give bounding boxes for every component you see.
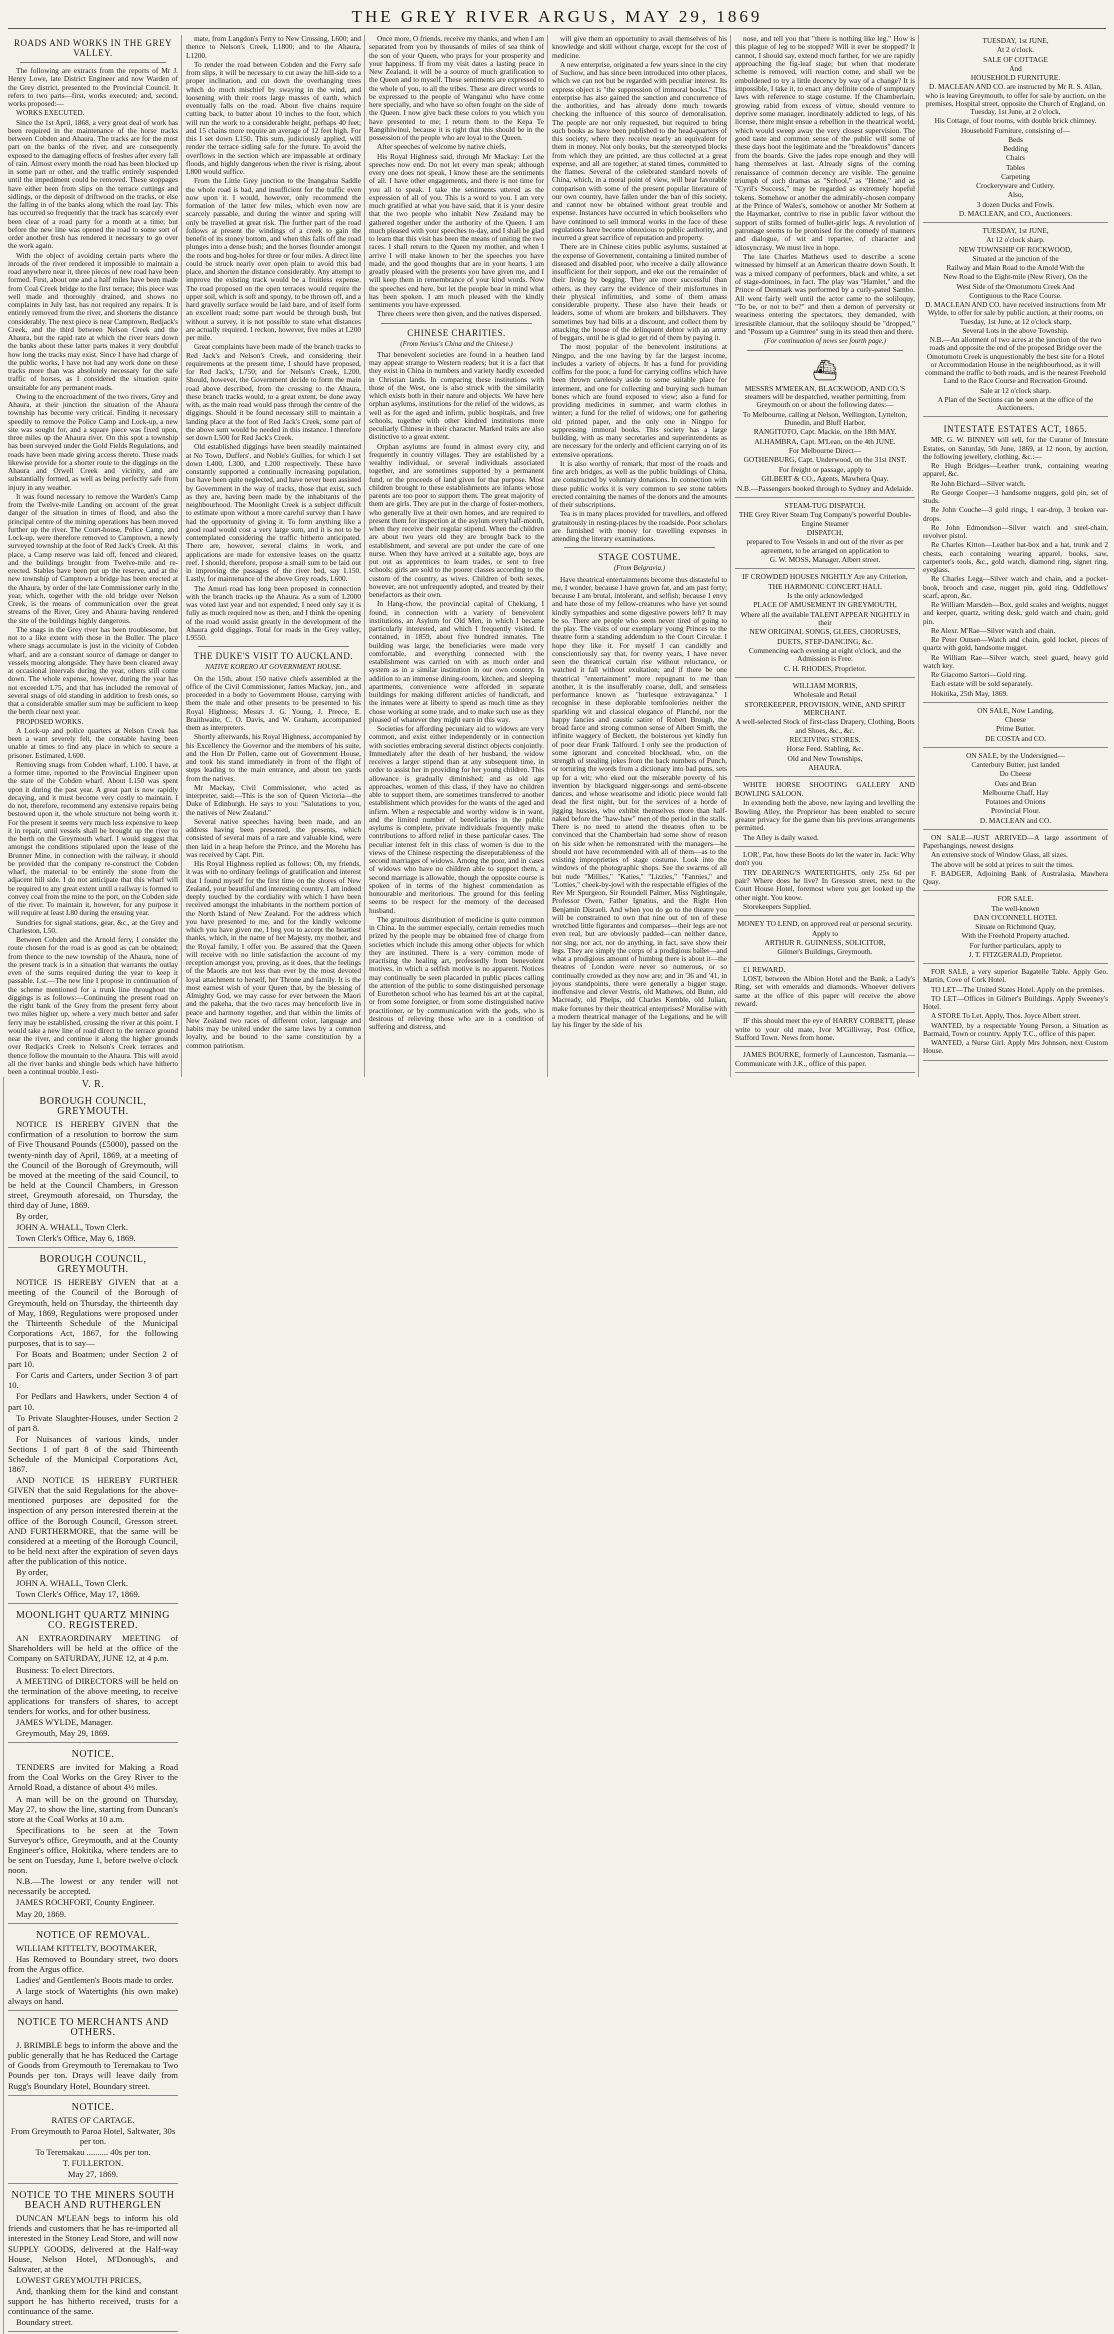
- ad-money: [735, 918, 915, 961]
- column-2: [186, 35, 361, 1077]
- ad-moonlight-body: [8, 1633, 178, 1738]
- article-title-stage: STAGE COSTUME.: [598, 552, 681, 563]
- paragraph: RATES OF CARTAGE.: [51, 2114, 135, 2125]
- article-body-roads-cont: [186, 35, 361, 642]
- paragraph: NOTICE IS HEREBY GIVEN that the confirmation of a resolution to borrow the sum of Five Thousand Pounds (£5000), passed on the twenty-ninth day of April, 1869, at a meeting of the Council of the Borough of Greymouth, will be moved at the meeting of the said Council, to be held at the Council Chambers, in Gresson street, Greymouth aforesaid, on Thursday, the third day of June, 1869.: [8, 1119, 178, 1210]
- paragraph: Storekeepers Supplied.: [743, 901, 812, 911]
- paragraph: ALHAMBRA, Capt. M'Lean, on the 4th JUNE.: [754, 436, 896, 446]
- divider: [747, 350, 903, 351]
- divider: [381, 323, 532, 324]
- paragraph: For Melbourne Direct—: [788, 446, 862, 456]
- article-body-stage-cont: [735, 35, 915, 336]
- steamship-icon: ⛴: [812, 359, 838, 382]
- divider: [20, 62, 166, 63]
- paragraph: The above will be sold at prices to suit the times.: [931, 859, 1074, 869]
- paragraph: Mr Mackay, Civil Commissioner, who acted as interpreter, said:—This is the son of Queen Victoria—the Duke of Edinburgh. He says to you: "Salutations to you, the natives of New Zealand.": [186, 782, 361, 817]
- paragraph: Tables: [1006, 162, 1025, 172]
- paragraph: prepared to Tow Vessels in and out of the river as per agreement, to be arranged on application to: [746, 537, 904, 555]
- paragraph: Canterbury Butter, just landed: [971, 760, 1060, 769]
- paragraph: MONEY TO LEND, on approved real or personal security.: [737, 919, 913, 929]
- paragraph: Also,: [1007, 190, 1024, 200]
- paragraph: WHITE HORSE SHOOTING GALLERY AND BOWLING SALOON.: [735, 780, 915, 798]
- paragraph: FOR SALE, a very superior Bagatelle Table. Apply Geo. Martin, Cove of Cork Hotel.: [923, 967, 1108, 985]
- article-body-duke: [186, 675, 361, 1050]
- ad-tender-notice-title: NOTICE.: [71, 1749, 115, 1761]
- paragraph: WILLIAM MORRIS,: [792, 681, 858, 691]
- article-body-roads: [8, 67, 178, 1076]
- paragraph: Re John Couche—3 gold rings, 1 ear-drop, 3 broken ear-drops.: [923, 505, 1108, 523]
- ad-borough-1-body: [8, 1119, 178, 1243]
- paragraph: D. MACLEAN, and CO., Auctioneers.: [958, 208, 1073, 218]
- ad-moonlight-title: MOONLIGHT QUARTZ MINING CO. REGISTERED.: [15, 1610, 171, 1632]
- ad-concert-hall-body: [735, 573, 915, 673]
- column-6: [923, 35, 1108, 1077]
- paragraph: By order,: [16, 1211, 49, 1222]
- paragraph: Horse Feed. Stabling, &c.: [786, 744, 864, 754]
- paragraph: Have theatrical entertainments become thus distasteful to me, I wonder, because I have grown fat, and am past forty; because I am brutal, intolerant, and selfish; because I envy and hate those of my fellow-creatures who have yet sound kindly sympathies and some digestive powers left? It may be so. There are people who seem never tired of going to the play. The visits of our exemplary young Princes to the theatre form a standing addendum to the Court Circular. I hope they like it. For myself I can candidly and conscientiously say that, for twenty years, I have never seen the theatrical curtain rise without reluctance, or watched it fall without exultation; and if there be one theatrical "entertainment" more repugnant to me than another, it is the insufferably coarse, dull, and senseless performance known as "burlesque extravaganza." I recognise in these deplorable tomfooleries neither the sparkling wit and classical elegance of Planché, nor the happy fancies and caustic satire of Robert Brough, the broad farce and strong common sense of Albert Smith, the infinite waggery of Beckett, the boisterous yet kindly fun of poor dear Frank Talfourd. I only see the production of some ignorant and conceited blockhead, who, on the strength of stealing jokes from the back numbers of Punch, or torturing the words from a dictionary into bad puns, sets up for a wit; who eked out the miserable poverty of his invention by blackguard nigger-songs and semi-obscene dances, and whose wearisome and idiotic piece would fall dead the first night, but for the services of a horde of jigging hussies, who exhibit themselves more than half-naked before the "haw-haw" men of the period in the stalls. There is no need to attend the theatres often to be convinced that the Chamberlain had some show of reason on his side when he remonstrated with the managers—he should not have recommended with all of them—as to the existing improprieties of stage costume. Look into the windows of the photographic shops. See the swarms of all but nude "Millies," "Katies," "Lizzies," "Fannies," and "Lotties," cheek-by-jowl with the respectable effigies of the Rev Mr Spurgeon, Sir Roundell Palmer, Miss Nightingale, Professor Owen, Father Ignatius, and the Right Hon Benjamin Disraeli. And when you do go to the theatre you will be constrained to own that nine out of ten of these wretched little figurantes and comparses—their legs are not even real, but are obviously padded—can neither dance, nor sing, nor act, nor do anything, in fact, save show their legs. They are simply the corps of a prodigious ballet—and what a prodigious amount of humbug there is about it—the theatres of London were never so numerous, or so continually crowded as they now are; and in '36 and '41, in joyous standpoints, there were generally a bigger stage, inoffensive and clever Vestris, old Mathews, old Bunn, old Macready, old Phelps, old Charles Kemble, old Julian, make fortunes by their theatrical enterprises? Moralise with a modern theatrical manager of the Legations, and he will lay his finger by the side of his: [552, 574, 727, 1029]
- paragraph: The following are extracts from the reports of Mr J. Henry Lowe, late District Engineer and now Warden of the Grey district, presented to the Provincial Council. It refers to two parts—first, works executed; and, second, works proposed:—: [8, 66, 178, 108]
- paragraph: His Cottage, of four rooms, with double brick chimney.: [934, 116, 1097, 126]
- paragraph: Hokitika, 25th May, 1869.: [931, 688, 1008, 698]
- ad-boots: [735, 849, 915, 916]
- paragraph: Old established diggings have been steadily maintained at No Town, Duffers', and Noble's Gullies, for which I set down L400, L300, and L200 respectively. These have constantly supported a continually increasing population, but have been quite neglected, and have never been assisted by Government in the way of tracks, those that exist, such as they are, having been made by the inhabitants of the neighbourhood. The Moonlight Creek is a subject difficult to estimate upon without a more careful survey than I have had the opportunity of giving it. To form anything like a good road would cost a very large sum, and it is not to be contemplated considering the traffic hitherto anticipated. There are, however, several claims in work, and applications are made for extensive leases on the quartz reef. I should, therefore, propose a small sum to be laid out in improving the passages of the river bed, say L150. Lastly, for maintenance of the above Grey roads, L600.: [186, 442, 361, 584]
- paragraph: To render the road between Cobden and the Ferry safe from slips, it will be necessary to cut away the hill-side to a proper inclination, and cut down the overhanging trees which do much mischief by swaying in the wind, and loosening with their roots large masses of earth, which eventually falls on the road. About five chains require cutting back, to batter about 10 inches to the foot, which will run the work to a considerable height, perhaps 40 feet; and 15 chains more require an average of 12 feet high. For this I set down L150. This sum, judiciously applied, will render the terrace sidling safe for the future. To avoid the overflows in the section which are impassable at ordinary floods, and highly dangerous when the river is rising, about L800 would suffice.: [186, 59, 361, 176]
- ad-onsale-1: [923, 705, 1108, 748]
- paragraph: Railway and Main Road to the Arnold With the: [946, 263, 1085, 272]
- article-subtitle-stage: (From Belgravia.): [613, 564, 666, 573]
- paragraph: JOHN A. WHALL, Town Clerk.: [16, 1222, 128, 1233]
- paragraph: Specifications to be seen at the Town Surveyor's office, Greymouth, and at the County Engineer's office, Hokitika, where tenders are to be sent on Tuesday, June 1, before twelve o'clock noon.: [8, 1824, 178, 1876]
- paragraph: GILBERT & CO., Agents, Mawhera Quay.: [761, 474, 889, 484]
- paragraph: WANTED, a Nurse Girl. Apply Mrs Johnson, next Custom House.: [923, 1038, 1108, 1056]
- paragraph: MR. G. W. BINNEY will sell, for the Curator of Intestate Estates, on Saturday, 5th June, 1869, at 12 noon, by auction, the following jewellery, clothing, &c.:—: [923, 435, 1108, 461]
- paragraph: The snags in the Grey river has been troublesome, but not to a like extent with those in the Buller. The place where snags accumulate is just in the vicinity of Cobden wharf, and are a constant source of damage or danger to vessels mooring alongside. They have been cleared away at occasional intervals during the year, others still come down. The whole expense, however, during the year has not exceeded L75, and that has included the removal of several snags of old standing in addition to fresh ones, so that a considerable smaller sum may be sufficient to keep the berth clear next year.: [8, 624, 178, 717]
- paragraph: A Lock-up and police quarters at Nelson Creek has been a want severely felt, the constable having been unable at times to find any place in which to secure a prisoner. Estimated, L600.: [8, 725, 178, 760]
- ad-smalls-body: [923, 968, 1108, 1056]
- paragraph: In extending both the above, new laying and levelling the Bowling Alley, the Proprietor has been enabled to secure greater privacy for the game than his previous arrangements permitted.: [735, 798, 915, 833]
- article-title-duke: THE DUKE'S VISIT TO AUCKLAND.: [193, 651, 354, 662]
- paragraph: At 2 o'clock.: [996, 45, 1035, 55]
- ad-harry: [735, 1015, 915, 1047]
- paragraph: Wholesale and Retail: [793, 690, 857, 700]
- paragraph: There are in Chinese cities public asylums, sustained at the expense of Government, containing a limited number of diseased and disabled poor, who receive a daily allowance insufficient for their support, and eke out the remainder of their living by begging. They are more successful than others, as they carry the evidence of their misfortunes in their physical infirmities, and some of them amass considerable property. These also have their heads or leaders, some of whom are brokers and billshavers. They sometimes buy bad bills at a discount, and collect them by attacking the house of the delinquent debtor with an army of beggars, until he is glad to get rid of them by paying it.: [552, 242, 727, 342]
- column-4: [552, 35, 727, 1077]
- paragraph: For Carts and Carters, under Section 3 of part 10.: [8, 1370, 178, 1391]
- ad-reward: [735, 964, 915, 1014]
- ad-money-body: [735, 920, 915, 956]
- paragraph: Tea is in many places provided for travellers, and offered gratuitously in resting-places by the roadside. Poor scholars are furnished with money for travelling expenses in attending the literary examinations.: [552, 509, 727, 543]
- paragraph: Re Hugh Bridges—Leather trunk, containing wearing apparel, &c.: [923, 461, 1108, 479]
- paragraph: G. W. MOSS, Manager, Albert street.: [769, 554, 881, 564]
- paragraph: IF CROWDED HOUSES NIGHTLY Are any Criterion,: [742, 572, 908, 582]
- ad-intestate: [923, 419, 1108, 703]
- paragraph: JOHN A. WHALL, Town Clerk.: [16, 1578, 128, 1589]
- paragraph: DUNCAN M'LEAN begs to inform his old friends and customers that he has re-imported all interested in the Stoney Lead Store, and will now SUPPLY GOODS, delivered at the Half-way House, Nelson Hotel, M'Donough's, and Saltwater, at the: [8, 2213, 178, 2274]
- paragraph: Re Alexr. M'Rae—Silver watch and chain.: [931, 625, 1056, 635]
- article-body-duke-cont: [369, 35, 544, 319]
- paragraph: Re George Cooper—3 handsome nuggets, gold pin, set of studs.: [923, 487, 1108, 505]
- paragraph: C. H. RHODES, Proprietor.: [783, 663, 867, 673]
- paragraph: After speeches of welcome by native chiefs,: [377, 142, 507, 152]
- paragraph: Between Cobden and the Arnold ferry, I consider the route chosen for the road is as good as can be obtained; from thence to the new township of the Ahaura, none of the present track is in a situation that warrants the outlay even of the sums required during the year to keep it passable. Lst.—The new line I propose in continuation of the scheme mentioned for a trunk line throughout the diggings is as follows:—Continuing the present road on the right bank of the Grey from the present ferry about two miles higher up, where a very much better and safer ferry may be established, crossing the river at this point. I would take a new line of road direct to the terrace ground near the river, and continue it along the higher grounds over Redjack's Creek to Nelson's Creek terraces and thence follow the mountain to the Ahaura. This will avoid all the river banks and shingle beds which have hitherto been a continual trouble. I esti-: [8, 935, 178, 1076]
- paragraph: ON SALE, Now Landing,: [977, 705, 1054, 715]
- column-1: [8, 35, 178, 1077]
- paragraph: Re John Bichard—Silver watch.: [931, 478, 1026, 488]
- paragraph: It was found necessary to remove the Warden's Camp from the Twelve-mile Landing on account of the great danger of the situation in times of flood, and also the principal centre of the mining operations has been moved further up the river. The Court-house, Police Camp, and Lock-up, were therefore removed to Camptown, a newly surveyed township at the foot of Red Jack's Creek. At this place, a Camp reserve was laid off, fenced and cleared, and the buildings brought from Twelve-mile and re-erected. Stables have been put up the reserve, and at the new township of Camptown a bridge has been erected at the Ahaura, by order of the late Commissioner early in the year, which, together with the old bridge over Nelson Creek, is the means of communication over the great streams of the River, Grey and Ahaura having rendered the site of the buildings highly dangerous.: [8, 491, 179, 625]
- ad-shooting-gallery: [735, 779, 915, 846]
- paragraph: Business: To elect Directors.: [16, 1664, 115, 1675]
- ad-onsale-2: [923, 750, 1108, 830]
- paragraph: And: [1009, 63, 1022, 73]
- paragraph: N.B.—Passengers booked through to Sydney and Adelaide.: [736, 483, 914, 493]
- paragraph: THE Grey River Steam Tug Company's powerful Double-Engine Steamer: [738, 510, 912, 528]
- paragraph: For Pedlars and Hawkers, under Section 4 of part 10.: [8, 1391, 178, 1412]
- paragraph: May 27, 1869.: [67, 2169, 119, 2180]
- paragraph: LOWEST GREYMOUTH PRICES,: [16, 2274, 142, 2285]
- paragraph: NEW TOWNSHIP OF ROCKWOOD,: [958, 244, 1073, 254]
- paragraph: May 20, 1869.: [16, 1908, 67, 1919]
- paragraph: D. MACLEAN AND CO. are instructed by Mr R. S. Allan, who is leaving Greymouth, to offer for sale by auction, on the premises, Hospital street, opposite the Church of England, on Tuesday, 1st June, at 2 o'clock,: [925, 82, 1106, 116]
- newspaper-page: [8, 6, 1108, 2328]
- paragraph: Re John Edmondson—Silver watch and steel-chain, revolver pistol.: [923, 522, 1108, 540]
- paragraph: T. FULLERTON.: [62, 2158, 124, 2169]
- paragraph: With the Freehold Property attached.: [961, 931, 1070, 941]
- paragraph: DISPATCH,: [806, 527, 844, 537]
- ad-james: [735, 1049, 915, 1073]
- paragraph: His Royal Highness said, through Mr Mackay: Let the speeches now end. Do not let every man speak; although every one does not speak, I know these are the sentiments of all. I have other engagements, and there is not time for you all to speak. I take the sentiments uttered as the expression of all of you. This is a word to you. I am very much gratified at what you have said, that it is your desire that the two people who inhabit New Zealand may be gathered together under the authority of the Queen. I am much pleased with your speeches to-day, and I shall be glad to learn that this visit has been the means of uniting the two races. I shall return to the Queen my mother, and when I arrive I will make known to her the speeches you have made, and the good thoughts that are in your hearts. I am greatly pleased with the presents you have given me, and I will keep them in remembrance of your kind words. Now the speeches end here, but let the people bear in mind what has been spoken. I am much pleased with the kindly sentiments you have expressed.: [369, 151, 544, 309]
- paragraph: RECEIVING STORES.: [789, 735, 861, 745]
- paragraph: N.B.—The lowest or any tender will not necessarily be accepted.: [8, 1876, 178, 1897]
- ad-cartage: [8, 2098, 178, 2185]
- paragraph: A MEETING of DIRECTORS will be held on the termination of the above meeting, to receive applications for transfers of shares, to accept tenders for works, and for other business.: [8, 1675, 178, 1716]
- article-title-roads: ROADS AND WORKS IN THE GREY VALLEY.: [14, 38, 172, 58]
- paragraph: SALE OF COTTAGE: [983, 54, 1048, 64]
- paragraph: An extensive stock of Window Glass, all sizes.: [931, 850, 1068, 860]
- paragraph: TENDERS are invited for Making a Road from the Coal Works on the Grey River to the Arnold Road, a distance of about 4½ miles.: [8, 1762, 178, 1793]
- paragraph: TO LET—The United States Hotel. Apply on the premises.: [931, 984, 1105, 994]
- paragraph: THE HARMONIC CONCERT HALL: [768, 581, 882, 591]
- paragraph: mate, from Langdon's Ferry to New Crossing, L600; and thence to Nelson's Creek, L1800; and to the Ahaura, L1200.: [186, 34, 361, 60]
- paragraph: A new enterprise, originated a few years since in the city of Suchow, and has since been introduced into other places, which we can not but be regarded with peculiar interest. Its express object is "the suppression of immoral books." This enterprise has also gained the sanction and concurrence of the authorities, and has already done much towards checking the influence of this source of demoralisation. The people are not only requested, but required to bring such books as have been published to the head-quarters of this society, where they receive nearly an equivalent for them in money. Not only books, but the stereotyped blocks from which they are printed, are thus collected at a great expense, and all are together, at stated times, committed to the flames. Several of the celebrated standard novels of China, which, in a moral point of view, will bear favorable comparison with some of the present popular literature of our own country, have fallen under the ban of this society, and cannot now be obtained without great trouble and expense. Instances have occurred in which booksellers who have continued to sell immoral works in the face of these regulations have become obnoxious to public authority, and incurred a great sacrifice of reputation and property.: [552, 59, 727, 242]
- paragraph: MESSRS M'MEEKAN, BLACKWOOD, AND CO.'S steamers will be despatched, weather permitting, from Greymouth on or about the following dates:—: [744, 383, 906, 410]
- paragraph: Removing snags from Cobden wharf, L100. I have, at a former time, reported to the Provincial Engineer upon the state of the Cobden wharf. About L150 was spent upon it during the past year. A great part is now rapidly decaying, and it must become very costly to maintain. I do not, therefore, recommend any extensive repairs being bestowed upon it, the whole structure not being worth it. For the present it seems very much less expensive to keep it in repair, until vessels shall be brought up the river to the berth on the Greymouth wharf. I would suggest that amongst the conditions stipulated upon the lease of the Brunner Mine, in connection with the railway, it should be provided that the company re-construct the Cobden wharf, the material to be entirely the stone from the adjacent hill side. I do not anticipate that this wharf will be required to any great extent until a railway is formed to convey coal from the mine to the port, on the Cobden side of the river. To maintain it, however, for any purpose it will require at least L80 during the ensuing year.: [8, 759, 178, 918]
- ad-removal: [8, 1926, 178, 2012]
- paragraph: Re Peter Outsen—Watch and chain, gold locket, pieces of quartz with gold, handsome nugget.: [923, 635, 1108, 653]
- paragraph: DE COSTA and CO.: [985, 733, 1046, 743]
- paragraph: Re Charles Legg—Silver watch and chain, and a pocket-book, brooch and case, nugget pin, gold ring, Oddfellows' scarf, apron, &c.: [923, 574, 1108, 600]
- ad-onsale-3-body: [923, 834, 1108, 887]
- paragraph: £1 REWARD.: [743, 964, 786, 974]
- paragraph: Re William Marsden—Box, gold scales and weights, nugget and keeper, quartz, writing desk, gold watch and chain, gold pin.: [923, 600, 1108, 626]
- paragraph: From Greymouth to Paroa Hotel, Saltwater, 30s per ton.: [10, 2125, 176, 2146]
- paragraph: Owing to the encroachment of the two rivers, Grey and Ahaura, at their junction the situation of the Ahaura township has become very critical. Finding it necessary speedily to remove the Police Camp and Lock-up, a new site was sought for, and a square piece was fixed upon, three miles up the Ahaura river. On this spot a township has been surveyed under the Gold Fields Regulations, and roads have been made giving access thereto. These roads likewise provide for a shorter route to the diggings on the Ahaura and Orwell Creek and vicinity, and are substantially formed, as well as being perfectly safe from injury in any weather.: [8, 391, 178, 492]
- paragraph: Melbourne Chaff, Hay: [982, 787, 1049, 797]
- paragraph: F. BADGER, Adjoining Bank of Australasia, Mawhera Quay.: [923, 868, 1108, 886]
- ad-intestate-body: [923, 436, 1108, 698]
- paragraph: And, thanking them for the kind and constant support he has hitherto received, trusts for a continuance of the same.: [8, 2285, 178, 2317]
- paragraph: New Road to the Eight-mile (New River), On the: [943, 272, 1088, 282]
- paragraph: Commencing each evening at eight o'clock, and the Admission is Free.: [748, 646, 902, 664]
- paragraph: TO LET—Offices in Gilmer's Buildings. Apply Sweeney's Hotel.: [923, 993, 1108, 1011]
- paragraph: JAMES ROCHFORT, County Engineer.: [16, 1897, 155, 1908]
- ad-borough-2-title: BOROUGH COUNCIL, GREYMOUTH.: [39, 1254, 147, 1276]
- paragraph: NEW ORIGINAL SONGS, GLEES, CHORUSES,: [749, 627, 901, 637]
- ad-borough-2-body: [8, 1277, 178, 1599]
- paragraph: Prime Butter.: [996, 724, 1035, 734]
- paragraph: For Boats and Boatmen; under Section 2 of part 10.: [8, 1349, 178, 1370]
- paragraph: Re William Rae—Silver watch, steel guard, heavy gold watch key.: [923, 652, 1108, 670]
- paragraph: Chairs: [1005, 153, 1026, 163]
- vr-header: V. R.: [81, 1079, 105, 1091]
- paragraph: Greymouth, May 29, 1869.: [16, 1728, 110, 1739]
- paragraph: To Private Slaughter-Houses, under Section 2 of part 8.: [8, 1412, 178, 1433]
- paragraph: JAMES WYLDE, Manager.: [16, 1717, 113, 1728]
- paragraph: 3 dozen Ducks and Fowls.: [976, 199, 1055, 209]
- paragraph: It is also worthy of remark, that most of the roads and fine arch bridges, as well as the public buildings of China, are constructed by voluntary donations. In connection with these public works it is very common to see stone tablets erected containing the names of the donors and the amounts of their subscriptions.: [552, 458, 727, 509]
- paragraph: Town Clerk's Office, May 17, 1869.: [16, 1589, 140, 1600]
- paragraph: Sale at 12 o'clock sharp.: [980, 385, 1051, 395]
- paragraph: The gratuitous distribution of medicine is quite common in China. In the summer especially, certain remedies much prized by the people may be obtained free of charge from societies which include this among other objects for which they are instituted. There is a very common mode of practising the healing art, professedly from benevolent motives, in which a selfish motive is no apparent. Notices may continually be seen placarded in public places calling the attention of the public to some distinguished personage of Eurotheton school who has learned his art at the capital, or from some foreigner, or from some distinguished native practitioner, or by communication with the gods, who is desirous of relieving those who are in a condition of suffering and distress, and: [369, 914, 544, 1031]
- paragraph: To Melbourne, calling at Nelson, Wellington, Lyttelton, Dunedin, and Bluff Harbor,: [742, 409, 908, 428]
- paragraph: ARTHUR R. GUINNESS, SOLICITOR,: [764, 937, 886, 947]
- paragraph: At 12 o'clock sharp.: [986, 235, 1045, 245]
- paragraph: HOUSEHOLD FURNITURE.: [970, 73, 1061, 82]
- ad-concert-hall: [735, 571, 915, 678]
- paragraph: Several native speeches having been made, and an address having been presented, the presents, which consisted of several mats of a rare and valuable kind, were then laid in a heap before the Prince, and the Morehu has was received by Capt. Pitt.: [186, 816, 361, 859]
- paragraph: A large stock of Watertights (his own make) always on hand.: [8, 1986, 178, 2007]
- article-body-stage: [552, 576, 727, 1030]
- ad-cottage-sale-body: [923, 37, 1108, 218]
- ad-merchants-title: NOTICE TO MERCHANTS AND OTHERS.: [17, 2017, 169, 2039]
- ad-merchants-body: [8, 2040, 178, 2090]
- paragraph: RANGITOTO, Capt. Mackie, on the 18th MAY.: [753, 427, 897, 437]
- ad-intestate-title: INTESTATE ESTATES ACT, 1865.: [943, 424, 1088, 435]
- columns: [8, 34, 1108, 2328]
- paragraph: Re Giacomo Sartori—Gold ring.: [931, 670, 1027, 679]
- paragraph: A STORE To Let. Apply, Thos. Joyce Albert street.: [931, 1011, 1081, 1021]
- paragraph: LOR', Pat, how these Boots do let the water in. Jack: Why don't you: [735, 849, 915, 868]
- ad-rockwood-body: [923, 227, 1108, 412]
- paragraph: Oats and Bran: [994, 778, 1037, 788]
- paragraph: From the Little Grey junction to the Inangahua Saddle the whole road is bad, and insufficient for the traffic even now upon it. I would, however, only recommend the formation of the latter few miles, which even now are scarcely passable, and during the winter and spring will only be travelled at great risk. The further part of the road follows at present the windings of a creek to gain the benefit of its stoney bottom, and when this falls off the road plunges into a dense bush; and the horses flounder amongst the roots and bog-holes for three or four miles. A direct line could be struck nearly over open plain to avoid this bad place, and shorten the distance considerably. Any attempt to improve the existing track would be a fruitless expense. The road proposed on the open terraces would require the upper soil, which is soft and spongy, to be thrown off, and a hard gravelly surface would be laid bare, and of itself form an excellent road; some part would be through bush, but without a survey, it is not possible to state what distances are actually required. I reckon, however, five miles at L200 per mile.: [186, 176, 362, 342]
- paragraph: Ladies' and Gentlemen's Boots made to order.: [16, 1974, 174, 1985]
- ad-miners-body: [8, 2213, 178, 2327]
- paragraph: DUETS, STEP-DANCING, &c.: [777, 636, 873, 646]
- paragraph: Re Charles Kitton—Leather hat-box and a hat, trunk and 2 chests, each containing wearing apparel, books, saw, carpenter's tools, &c., gold watch, diamond ring, signet ring, eyeglass.: [923, 540, 1108, 574]
- paragraph: N.B.—An allotment of two acres at the junction of the two roads and opposite the end of the proposed Bridge over the Omotumotu Creek is unquestionably the best site for a Hotel or Accommodation House in the neighbourhood, as it will command the traffic to both roads, and is the nearest Freehold Land to the Race Course and Recreation Ground.: [925, 335, 1106, 386]
- masthead: THE GREY RIVER ARGUS, MAY 29, 1869: [8, 6, 1106, 29]
- paragraph: Great complaints have been made of the branch tracks to Red Jack's and Nelson's Creek, and considering their requirements at the present time, I should have proposed, for Red Jack's, L750; and for Nelson's Creek, L200. Should, however, the Government decide to form the main road above described, from the crossing to the Ahaura, these branch tracks would, to a great extent, be done away with, as the main road would pass through the centre of the diggings. Should it be found necessary still to maintain a landing place at the foot of Red Jack's Creek, some part of the above sum would be needed in this instance. I therefore set down L500 for Red Jack's Creek.: [186, 342, 361, 442]
- paragraph: Where all the available TALENT APPEAR NIGHTLY in their: [740, 609, 910, 627]
- paragraph: The well-known: [991, 903, 1040, 913]
- paragraph: STOREKEEPER, PROVISION, WINE, AND SPIRIT MERCHANT.: [744, 699, 906, 718]
- ad-smalls: [923, 966, 1108, 1061]
- ad-rockwood: [923, 225, 1108, 417]
- ad-shooting-gallery-body: [735, 781, 915, 841]
- ad-borough-2: [8, 1250, 178, 1604]
- ad-steam-tug-body: [735, 502, 915, 564]
- paragraph: In Hang-chow, the provincial capital of Chekiang, I found, in connection with a variety of benevolent institutions, an Asylum for Old Men, in which I became particularly interested, and which I frequently visited. It contained, in 1859, about five hundred inmates. The building was large, the beneficiaries were made very comfortable, and everything connected with the establishment was carried on with as much order and system as in a similar institution in our own country. In addition to an immense dining-room, kitchen, and sleeping apartments, convenience were afforded in separate buildings for making different articles of handicraft, and the inmates were at liberty to spend as much time as they chose working at some trade, and to make such use as they pleased of whatever they might earn in this way.: [369, 599, 544, 724]
- paragraph: For further particulars, apply to: [969, 940, 1062, 950]
- paragraph: Household Furniture, consisting of—: [960, 125, 1071, 135]
- ad-boots-body: [735, 851, 915, 911]
- paragraph: The most popular of the benevolent institutions at Ningpo, and the one having by far the largest income, includes a variety of objects. It has a fund for providing coffins for the poor, a fund for carrying coffins which have been thrown carelessly aside to some suitable place for interment, and one for collecting and burying such human bones which are found exposed to view; also a fund for providing medicines in summer, and warm clothes in winter; a fund for the relief of widows; one for gathering old printed paper, and the only one in Ningpo for suppressing immoral books. This society has a large building, with as many secretaries and superintendents as are necessary for the orderly and efficient carrying on of its extensive operations.: [552, 342, 727, 459]
- paragraph: The Alley is daily waxed.: [743, 832, 819, 842]
- paragraph: will give them an opportunity to avail themselves of his knowledge and skill without charge, except for the cost of medicine.: [552, 34, 727, 60]
- paragraph: Bedding: [1003, 144, 1028, 153]
- column-5: [735, 35, 915, 1077]
- ad-harry-text: IF this should meet the eye of HARRY CORBETT, please write to your old mate, Ivor M'Gillivray, Post Office, Stafford Town. News from home.: [735, 1016, 916, 1043]
- paragraph: TRY DEARING'S WATERTIGHTS, only 25s 6d per pair? Where does he live? In Gresson street, next to the Court House Hotel, foremost where you get looked up the other night. You know.: [735, 867, 915, 902]
- paragraph: FOR SALE.: [997, 894, 1034, 904]
- ad-reward-body: [735, 966, 915, 1009]
- paragraph: The Amuri road has long been proposed in connection with the branch tracks up the Ahaura. As a sum of L2000 was voted last year and not expended, I need only say it is fully as much required now as then, and I think the opening of the road would assist greatly in the development of the Ahaura gold diggings. Total for roads in the Grey valley, L9550.: [186, 583, 361, 642]
- paragraph: PROPOSED WORKS.: [16, 716, 84, 726]
- paragraph: D. MACLEAN and CO.: [979, 815, 1052, 825]
- paragraph: Each estate will be sold separately.: [931, 679, 1033, 689]
- paragraph: AHAURA.: [808, 763, 842, 773]
- ad-steamers-body: [735, 385, 915, 493]
- paragraph: GOTHENBURG, Capt. Underwood, on the 31st INST.: [743, 455, 907, 465]
- paragraph: Has Removed to Boundary street, two doors from the Argus office.: [8, 1953, 178, 1974]
- paragraph: A man will be on the ground on Thursday, May 27, to show the line, starting from Duncan's store at the Coal Works at 10 a.m.: [8, 1793, 178, 1824]
- paragraph: Several Lots in the above Township.: [962, 325, 1069, 335]
- article-body-chinese: [369, 351, 544, 1032]
- article-subtitle-chinese: (From Nevius's China and the Chinese.): [400, 339, 513, 348]
- paragraph: Town Clerk's Office, May 6, 1869.: [16, 1233, 136, 1244]
- ad-william-morris-body: [735, 682, 915, 772]
- paragraph: Gilmer's Buildings, Greymouth.: [777, 947, 873, 957]
- paragraph: That benevolent societies are found in a heathen land may appear strange to Western readers; but it is a fact that they exist in China in numbers and variety hardly exceeded in Christian lands. In comparing these institutions with those of the West, one is also struck with the similarity which exists both in their nature and objects. We have here orphan asylums, institutions for the relief of the widows, as well as for the aged and infirm, public hospitals, and free schools, together with other kindred institutions more peculiarly Chinese in their character. Marked traits are also distinctive to a great extent.: [369, 349, 544, 442]
- paragraph: WANTED, by a respectable Young Person, a Situation as Barmaid, Town or country. Apply T.C., office of this paper.: [923, 1020, 1108, 1038]
- paragraph: J. T. FITZGERALD, Proprietor.: [968, 949, 1063, 959]
- article-subtitle-duke: NATIVE KORERO AT GOVERNMENT HOUSE.: [205, 663, 342, 672]
- paragraph: Sundries for signal stations, gear, &c., at the Grey and Charleston, L50.: [8, 917, 178, 935]
- paragraph: Cheese: [1004, 715, 1027, 724]
- ad-onsale-2-body: [923, 752, 1108, 825]
- paragraph: On the 15th, about 150 native chiefs assembled at the office of the Civil Commissioner, James Mackay, jun., and proceeded in a body to Government House, carrying with them the male and other presents to be presented to his Royal Highness; Messrs J. G. Young, J. Preece, E. Braithwaite, C. O. Davis, and W. Graham, accompanied them as interpreters.: [186, 673, 361, 732]
- paragraph: His Royal Highness replied as follows: Oh, my friends, it was with no ordinary feelings of gratification and interest that I found myself for the first time on the shores of New Zealand, your beautiful and interesting country. I am indeed deeply touched by the cordiality with which I have been received amongst the inhabitants in the northern portion of the North Island of New Zealand. For the address which you have presented to me, and for the kindly welcome which you have given me, I beg you to accept the heartiest thanks, which, in the name of her Majesty, my mother, and the Royal family, I offer you. Be assured that the Queen will receive with no little satisfaction the account of my reception amongst you, proving, as it does, that the feelings of the Maoris are not less than ever by the most devoted loyal attachment to herself, her Throne and family. It is the most earnest wish of your Queen that, by the blessing of Almighty God, we may cause for ever between the Maori and the pakeha, that the two races may henceforth live in peace and harmony together, and that within the limits of New Zealand two races of different color, language and habits may be united under the same laws by a common loyalty, and be bound to the same constitution by a common patriotism.: [186, 859, 361, 1050]
- paragraph: West Side of the Omotumotu Creek And: [956, 281, 1075, 291]
- ad-onsale-3: [923, 832, 1108, 892]
- ad-borough-1-title: BOROUGH COUNCIL, GREYMOUTH.: [39, 1096, 147, 1118]
- ad-miners: [8, 2186, 178, 2332]
- paragraph: LOST, between the Albion Hotel and the Bank, a Lady's Ring, set with emeralds and diamonds. Whoever delivers same at the office of this paper will receive the above reward.: [735, 974, 915, 1009]
- paragraph: Boundary street.: [16, 2317, 73, 2328]
- ad-cottage-sale: [923, 35, 1108, 223]
- paragraph: Apply to: [811, 928, 839, 938]
- paragraph: D. MACLEAN AND CO. have received instructions from Mr Wylde, to offer for sale by public auction, at their rooms, on Tuesday, 1st June, at 12 o'clock sharp,: [925, 300, 1106, 326]
- paragraph: WILLIAM KITTELTY, BOOTMAKER,: [16, 1942, 157, 1953]
- ad-for-sale-hotel-body: [923, 895, 1108, 959]
- paragraph: Situated at the junction of the: [972, 253, 1059, 263]
- ad-steamers: [735, 355, 915, 498]
- paragraph: With the object of avoiding certain parts where the inroads of the river rendered it impossible to maintain a road anywhere near it, three pieces of new road have been formed. First, about one and a half miles have been made from Coal Creek bridge to the first terrace; this piece was well made and thoroughly drained, and shows no complaints in July last, has not required any repairs. It is entirely removed from the river, and shortens the distance considerably. The next piece is near Camptown, Redjack's Creek, and the third between Nelson Creek and the Ahaura, but the rapid rate at which the river tears down the banks about these latter parts makes it very doubtful how long the tracks may exist. Since I have had charge of the public works, I have not had any work done on these tracks more than was absolutely necessary for the safe traffic of horses, as I considered the situation quite unsuitable for any permanent roads.: [8, 250, 178, 392]
- ad-removal-body: [8, 1943, 178, 2007]
- paragraph: For freight or passage, apply to: [778, 464, 872, 474]
- paragraph: Beds: [1008, 134, 1023, 144]
- ad-for-sale-hotel: [923, 893, 1108, 964]
- ad-james-text: JAMES BOURKE, formerly of Launceston, Tasmania.—Communicate with J.K., office of this paper.: [735, 1050, 915, 1068]
- paragraph: Societies for affording pecuniary aid to widows are very common, and exist either independently or in connection with societies embracing several distinct objects conjointly. Immediately after the death of her husband, the widow receives a larger stipend than at any subsequent time, in order to assist her in providing for her young children. This allowance is gradually diminished; and as old age approaches, women of this class, if they have no children able to support them, are sometimes transferred to another establishment which provides for the wants of the aged and infirm. When a respectable and worthy widow is in want, and the limited number of beneficiaries in the public asylums is complete, private individuals frequently make contributions to afford relief in these particular cases. The peculiar interest felt in this class of women is due to the views of the Chinese respecting the disreputableness of the second marriages of widows. Among the poor, and in cases of widows who have no children able to support them, a second marriage is allowable, though the opposite course is spoken of in terms of the highest commendation as honourable and meritorious. The ground for this feeling seems to be respect for the memory of the deceased husband.: [369, 724, 544, 915]
- paragraph: Since the 1st April, 1868, a very great deal of work has been required in the maintenance of the horse tracks between Cobden and Ahaura. The tracks are for the most part on the banks of the river, and are consequently exposed to the damaging effects of freshes after every fall of rain. Almost every month the road has been blocked up in some part or other, and the traffic entirely suspended until the impediment could be removed. These stoppages have either been from slips on the terrace cuttings and sidlings, or the deposit of driftwood on the tracks, or else the falling in of the banks along which the road lay. This has occurred so frequently that the track has scarcely ever been clear of a road party for a month at a time; but before the new line was opened the road to some sort of order another fresh has rendered it necessary to go over the work again.: [8, 117, 178, 251]
- ad-tender-notice: [8, 1745, 178, 1923]
- paragraph: WORKS EXECUTED.: [16, 108, 85, 118]
- ad-william-morris: [735, 680, 915, 777]
- paragraph: J. BRIMBLE begs to inform the above and the public generally that he has Reduced the Cartage of Goods from Greymouth to Teremakau to Two Pounds per ton. Drays will leave daily from Rugg's Boundary Hotel, Boundary street.: [8, 2040, 178, 2091]
- divider: [564, 547, 715, 548]
- paragraph: Provincial Flour.: [990, 806, 1041, 816]
- divider: [198, 646, 349, 647]
- paragraph: ON SALE, by the Undersigned—: [966, 750, 1065, 760]
- ad-merchants: [8, 2013, 178, 2095]
- column-7: [8, 1077, 178, 2334]
- paragraph: Contiguous to the Race Course.: [969, 290, 1062, 300]
- paragraph: DAN O'CONNELL HOTEL: [973, 912, 1058, 922]
- ad-cartage-body: [8, 2115, 178, 2180]
- ad-tender-notice-body: [8, 1762, 178, 1918]
- article-body-chinese-cont: [552, 35, 727, 543]
- paragraph: ON SALE—JUST ARRIVED—A large assortment of Paperhangings, newest designs: [923, 832, 1108, 850]
- paragraph: TUESDAY, 1st JUNE,: [982, 36, 1049, 45]
- paragraph: To Teremakau .......... 40s per ton.: [35, 2146, 151, 2157]
- column-3: [369, 35, 544, 1077]
- paragraph: Carpeting: [1001, 171, 1030, 181]
- paragraph: TUESDAY, 1st JUNE,: [982, 226, 1049, 235]
- ad-miners-title: NOTICE TO THE MINERS SOUTH BEACH AND RUTHERGLEN: [11, 2190, 175, 2212]
- paragraph: For Nuisances of various kinds, under Sections 1 of part 8 of the said Thirteenth Schedule of the Municipal Corporations Act, 1867.: [8, 1433, 178, 1475]
- paragraph: The late Charles Mathews used to describe a scene witnessed by himself at an American theatre down South. It was a mixed company of performers, black and white, a set of stage-dominoes, in fact. The play was "Hamlet," and the Prince of Denmark was performed by a curly-pated Sambo. All went fairly well until the actor came to the soliloquy, "To be, or not to be?" and then a demon of perversity or weariness entering the spectators, they demanded, with irresistible clamour, that the soliloquy should be "dropped," and "Possum up a Gumtree" sung in its stead then and there.: [735, 251, 915, 337]
- ad-removal-title: NOTICE OF REMOVAL.: [35, 1929, 151, 1941]
- paragraph: AND NOTICE IS HEREBY FURTHER GIVEN that the said Regulations for the above-mentioned purposes are deposited for the inspection of any person interested therein at the office of the Borough Council, Gresson street. AND FURTHERMORE, that the same will be considered at a meeting of the Borough Council, to be held next after the expiration of seven days after the publication of this notice.: [8, 1475, 178, 1566]
- paragraph: A Plan of the Sections can be seen at the office of the Auctioneers.: [937, 394, 1094, 412]
- ad-cartage-title: NOTICE.: [71, 2101, 115, 2113]
- paragraph: AN EXTRAORDINARY MEETING of Shareholders will be held at the office of the Company on SATURDAY, JUNE 12, at 4 p.m.: [8, 1633, 178, 1664]
- paragraph: Is the only acknowledged: [787, 590, 863, 600]
- ad-steam-tug: [735, 500, 915, 569]
- paragraph: NOTICE IS HEREBY GIVEN that at a meeting of the Council of the Borough of Greymouth, held on Thursday, the thirteenth day of May, 1869, Regulations were proposed under the Thirteenth Schedule of the Municipal Corporations Act, 1867, for the following purposes, that is to say—: [8, 1277, 178, 1348]
- paragraph: By order,: [16, 1567, 49, 1577]
- continuation-note: (For continuation of news see fourth page.): [764, 337, 886, 346]
- ad-borough-1: [8, 1092, 178, 1248]
- paragraph: Do Cheese: [999, 769, 1032, 779]
- article-title-chinese: CHINESE CHARITIES.: [407, 327, 506, 338]
- paragraph: nose, and tell you that "there is nothing like leg." How is this plague of leg to be stopped? Will it ever be stopped? It cannot, I should say, extend much farther, for we are rapidly approaching the fig-leaf stage; but when that moderate scheme is removed, will reaction come, and shall we be emboldened to try a little decency by way of a change? It is impossible, I take it, to enact any definite code of sumptuary laws with reference to stage costume. If the Chamberlain, growing rabid from excess of virtue, should venture to deprive some manager, inordinately addicted to legs, of his license, there might ensue a rebellion in the theatrical world, which would sweep away the very closest supervision. The good taste and common sense of the public will some of these days hoot the legitimate and the "breakdowns" dancers from the boards. Give the jades rope enough and they will hang themselves at last. Already signs of the coming renaissance of common decency are visible. The genuine triumph of such dramas as "School," as "Home," and as "Cyril's Success," may be regarded as extremely hopeful tokens. Somehow or another the admirably-chosen company at the Prince of Wales's, somehow or another Mr Sothern at the Haymarket, contrive to rise in public favor without the support of stilts formed of bullet-girls' legs. A revolution of patronage seems to be promised for the comedy of manners and dialogue, of wit and repartee, of character and idiosyncrasy. We must live in hope.: [735, 34, 915, 252]
- paragraph: Potatoes and Onions: [985, 797, 1046, 806]
- paragraph: STEAM-TUG DISPATCH.: [784, 500, 866, 510]
- ad-moonlight: [8, 1606, 178, 1743]
- ad-onsale-1-body: [923, 707, 1108, 743]
- paragraph: Situate on Richmond Quay,: [975, 922, 1056, 931]
- paragraph: Three cheers were then given, and the natives dispersed.: [377, 309, 542, 319]
- paragraph: Shortly afterwards, his Royal Highness, accompanied by his Excellency the Governor and the members of his suite, and the Hon Dr Pollen, came out of Government House, and took his stand immediately in front of the flight of steps leading to the main entrance, and about ten yards from the natives.: [186, 732, 361, 783]
- paragraph: Crockeryware and Cutlery.: [976, 181, 1055, 190]
- paragraph: A well-selected Stock of first-class Drapery, Clothing, Boots and Shoes, &c., &c.: [735, 717, 915, 735]
- paragraph: PLACE OF AMUSEMENT IN GREYMOUTH,: [753, 600, 897, 610]
- paragraph: Old and New Townships,: [787, 753, 863, 763]
- paragraph: Once more, O friends, receive my thanks, and when I am separated from you by thousands of miles of sea think of the son of your Queen, who prays for your prosperity and your happiness. If from my visit dates a lasting peace in New Zealand, it will be a source of much gratification to the Queen and to myself. These sentiments are expressed to the whole of you, to all the tribes. These are direct words to be expressed to the people of Wanganui who have come here specially, and who have so often fought on the side of the Queen. I now give back these colors to you which you have presented to me; I return them to the Kepa Te Rangihiwinui, because it is right that this should be in the possession of the people who are loyal to the Queen.: [369, 34, 544, 142]
- paragraph: Orphan asylums are found in almost every city, and frequently in country villages. They are established by a wealthy individual, or several individuals associated together, and are sometimes supported by a permanent fund, or the proceeds of land given for that purpose. Most children brought to these establishments are infants whose parents are too poor to support them. The great majority of them are girls. They are put in the charge of foster-mothers, who generally live at their own homes, and are required to present them for inspection at the asylum every half-month, when they receive their regular stipend. When the children are about two years old they are brought back to the establishment, and several are put under the care of one nurse. When they have arrived at a suitable age, boys are put out as apprentices to learn trades, or sent to free schools; girls are sold to the poorer classes according to the custom of the country, as wives. Children of both sexes, however, are not unfrequently adopted, and treated by their benefactors as their own.: [369, 441, 544, 599]
